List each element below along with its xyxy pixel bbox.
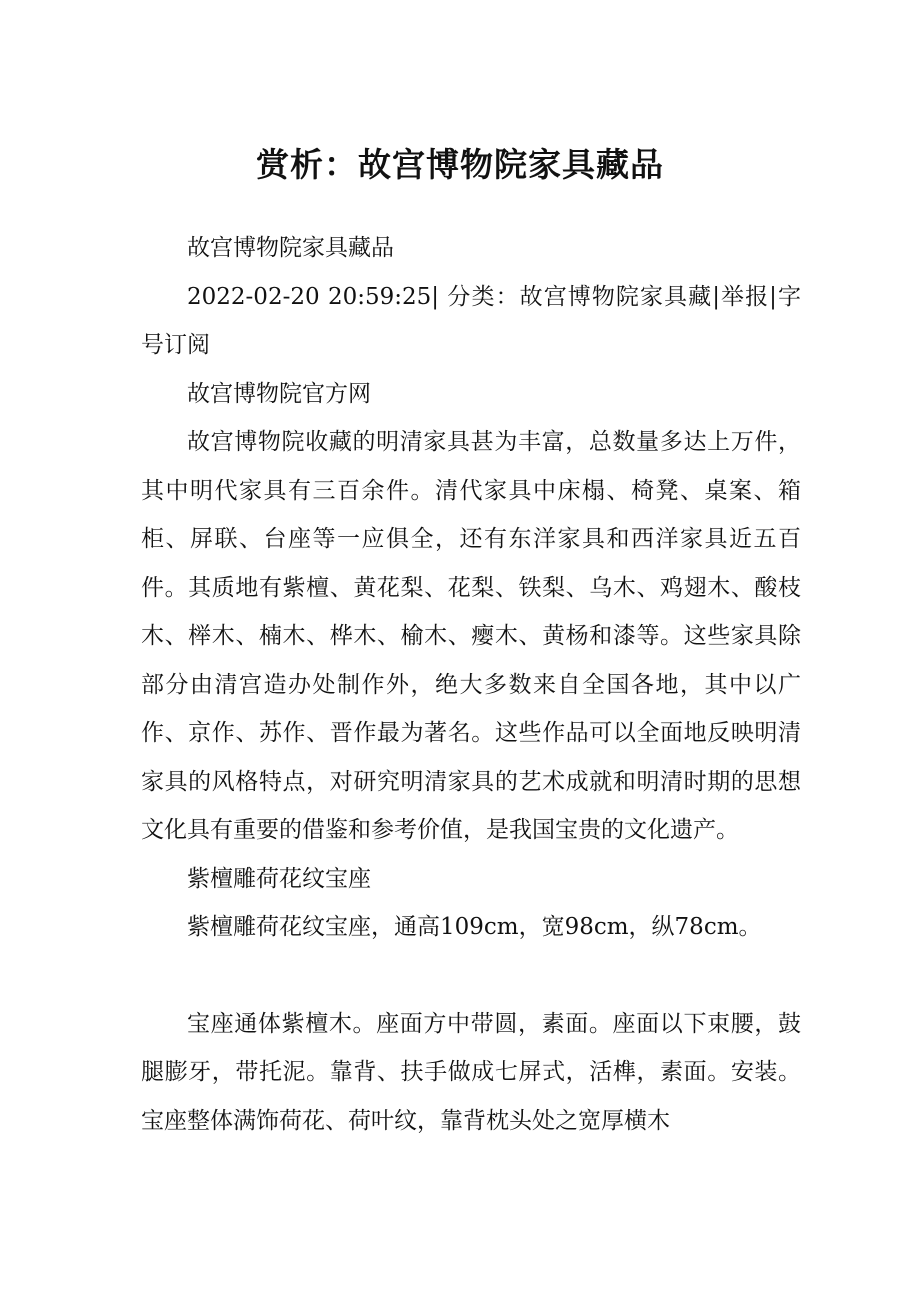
item-title: 紫檀雕荷花纹宝座 (187, 865, 371, 892)
paragraph-gap (141, 952, 801, 1000)
item-dimensions: 紫檀雕荷花纹宝座，通高109cm，宽98cm，纵78cm。 (187, 914, 762, 940)
official-site-label: 故宫博物院官方网 (187, 380, 371, 407)
intro-paragraph: 故宫博物院收藏的明清家具甚为丰富，总数量多达上万件，其中明代家具有三百余件。清代家具中床榻、椅凳、桌案、箱柜、屏联、台座等一应俱全，还有东洋家具和西洋家具近五百件。其质地有紫檀、黄花梨、花梨、铁梨、乌木、鸡翅木、酸枝木、榉木、楠木、桦木、榆木、瘿木、黄杨和漆等。这些家具除部分由清宫造办处制作外，绝大多数来自全国各地，其中以广作、京作、苏作、晋作最为著名。这些作品可以全面地反映明清家具的风格特点，对研究明清家具的艺术成就和明清时期的思想文化具有重要的借鉴和参考价值，是我国宝贵的文化遗产。 (141, 429, 801, 843)
item-description: 宝座通体紫檀木。座面方中带圆，素面。座面以下束腰，鼓腿膨牙，带托泥。靠背、扶手做成七屏式，活榫，素面。安装。宝座整体满饰荷花、荷叶纹，靠背枕头处之宽厚横木 (141, 1010, 801, 1134)
article-subtitle: 故宫博物院家具藏品 (187, 235, 394, 261)
page-title: 赏析：故宫博物院家具藏品 (256, 145, 664, 184)
article-body (141, 224, 801, 1145)
article-meta: 2022-02-20 20:59:25| 分类：故宫博物院家具藏|举报|字号订阅 (141, 283, 801, 358)
